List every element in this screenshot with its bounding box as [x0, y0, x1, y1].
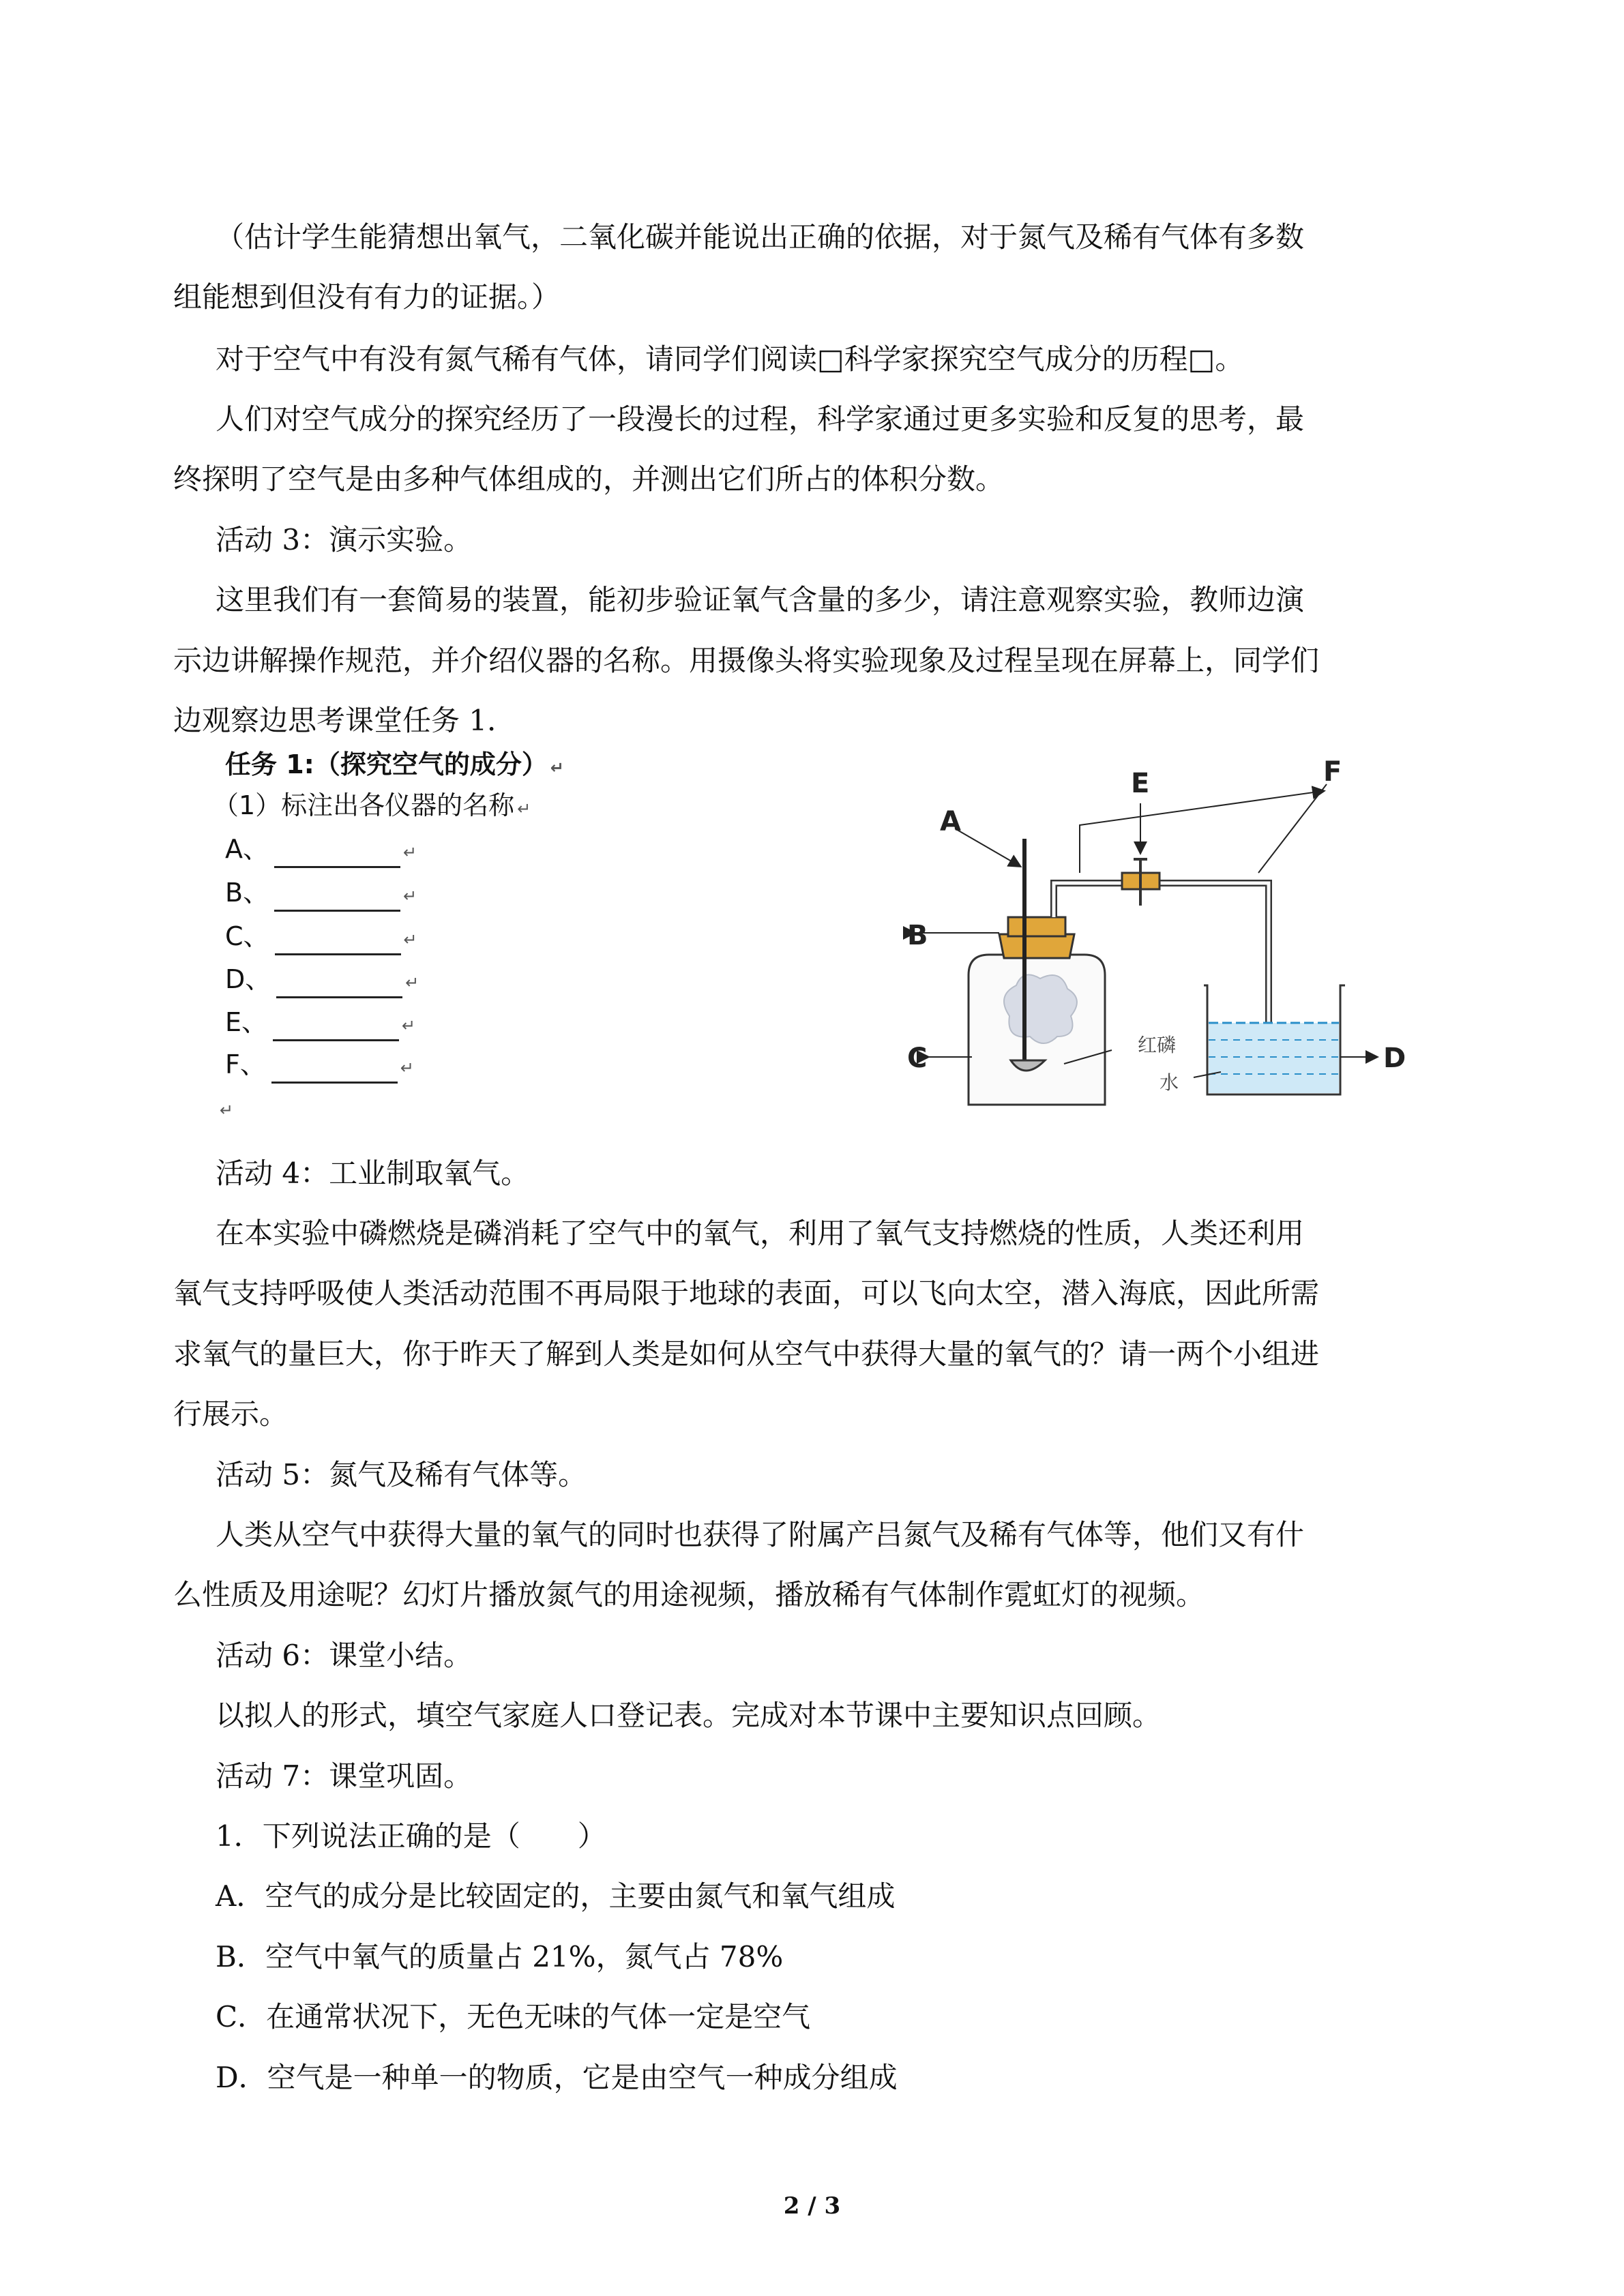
para-nitrogen-2: 么性质及用途呢？幻灯片播放氮气的用途视频，播放稀有气体制作霓虹灯的视频。: [173, 1578, 1205, 1611]
activity-3-heading: 活动 3：演示实验。: [216, 523, 473, 556]
activity-4-heading: 活动 4：工业制取氧气。: [216, 1157, 530, 1190]
option-b: B．空气中氧气的质量占 21%，氮气占 78%: [216, 1940, 784, 1973]
label-e: E: [1131, 768, 1150, 799]
label-d: D: [1383, 1043, 1406, 1074]
blank-d[interactable]: D、 ↵: [225, 964, 419, 998]
red-phosphorus-label: 红磷: [1138, 1034, 1177, 1056]
activity-5-heading: 活动 5：氮气及稀有气体等。: [216, 1458, 587, 1491]
option-a: A．空气的成分是比较固定的，主要由氮气和氧气组成: [216, 1879, 896, 1913]
para-reading: 对于空气中有没有氮气稀有气体，请同学们阅读□科学家探究空气成分的历程□。: [216, 342, 1244, 376]
option-d: D．空气是一种单一的物质，它是由空气一种成分组成: [216, 2061, 898, 2094]
blank-f[interactable]: F、 ↵: [225, 1049, 414, 1084]
para-history-1: 人们对空气成分的探究经历了一段漫长的过程，科学家通过更多实验和反复的思考，最: [216, 402, 1305, 436]
para-industry-1: 在本实验中磷燃烧是磷消耗了空气中的氧气，利用了氧气支持燃烧的性质，人类还利用: [216, 1217, 1305, 1250]
blank-e[interactable]: E、 ↵: [225, 1007, 415, 1041]
para-demo-1: 这里我们有一套简易的装置，能初步验证氧气含量的多少，请注意观察实验，教师边演: [216, 583, 1305, 616]
rubber-stopper: [999, 934, 1074, 958]
para-summary: 以拟人的形式，填空气家庭人口登记表。完成对本节课中主要知识点回顾。: [216, 1699, 1162, 1732]
para-nitrogen-1: 人类从空气中获得大量的氧气的同时也获得了附属产吕氮气及稀有气体等，他们又有什: [216, 1518, 1305, 1551]
page-number: 2 / 3: [783, 2192, 841, 2220]
option-c: C．在通常状况下，无色无味的气体一定是空气: [216, 2000, 811, 2033]
water-label: 水: [1160, 1071, 1179, 1094]
blank-b[interactable]: B、 ↵: [225, 877, 417, 912]
para-industry-4: 行展示。: [173, 1397, 289, 1431]
para-estimate-2: 组能想到但没有有力的证据。）: [173, 280, 561, 314]
task-title: 任务 1:（探究空气的成分） ↵: [225, 749, 564, 779]
label-b: B: [907, 920, 928, 951]
apparatus-diagram: [887, 750, 1446, 1132]
water: [1209, 1023, 1339, 1093]
empty-line-mark: ↵: [220, 1101, 234, 1120]
para-demo-3: 边观察边思考课堂任务 1．: [173, 704, 516, 737]
activity-6-heading: 活动 6：课堂小结。: [216, 1639, 473, 1672]
label-f: F: [1323, 756, 1342, 788]
task-subtitle: （1）标注出各仪器的名称 ↵: [213, 790, 531, 820]
blank-a[interactable]: A、 ↵: [225, 833, 417, 868]
para-industry-2: 氧气支持呼吸使人类活动范围不再局限于地球的表面，可以飞向太空，潜入海底，因此所需: [173, 1277, 1320, 1310]
question-1: 1．下列说法正确的是（ ）: [216, 1819, 606, 1853]
label-c: C: [907, 1043, 928, 1074]
activity-7-heading: 活动 7：课堂巩固。: [216, 1759, 473, 1793]
para-history-2: 终探明了空气是由多种气体组成的，并测出它们所占的体积分数。: [173, 462, 1005, 496]
para-demo-2: 示边讲解操作规范，并介绍仪器的名称。用摄像头将实验现象及过程呈现在屏幕上，同学们: [173, 644, 1320, 677]
blank-c[interactable]: C、 ↵: [225, 921, 417, 955]
para-estimate-1: （估计学生能猜想出氧气，二氧化碳并能说出正确的依据，对于氮气及稀有气体有多数: [216, 220, 1305, 254]
para-industry-3: 求氧气的量巨大，你于昨天了解到人类是如何从空气中获得大量的氧气的？请一两个小组进: [173, 1337, 1320, 1371]
label-a: A: [940, 806, 961, 837]
